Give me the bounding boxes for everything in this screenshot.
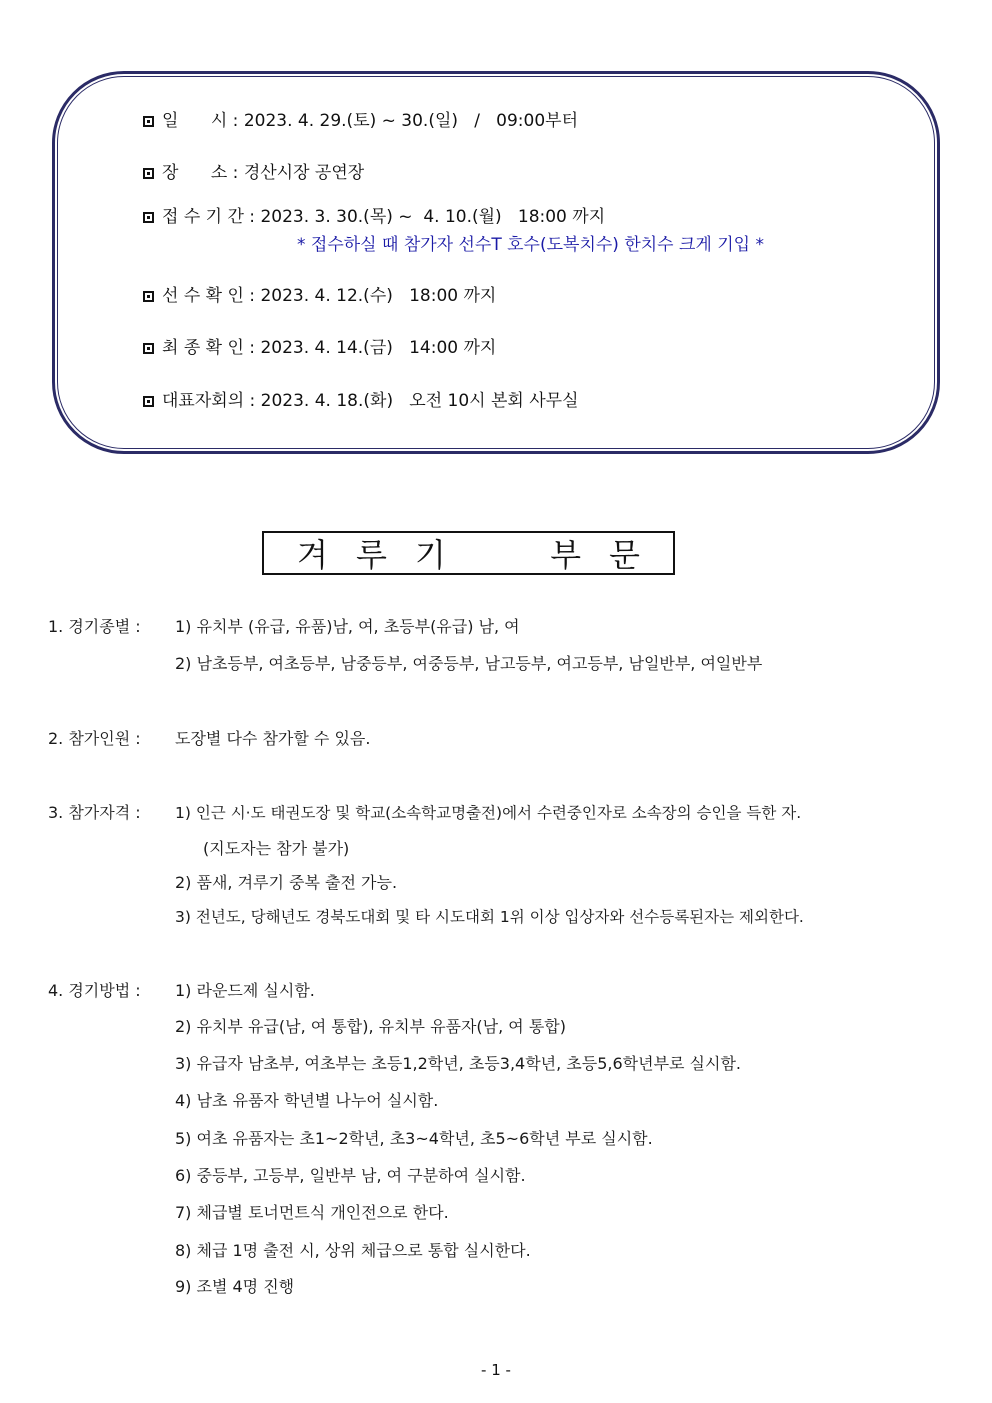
schedule-value: 2023. 3. 30.(목) ~ 4. 10.(월) 18:00 까지 xyxy=(260,207,606,227)
schedule-value: 2023. 4. 29.(토) ~ 30.(일) / 09:00부터 xyxy=(243,111,579,131)
schedule-row-final-check: 최 종 확 인 : 2023. 4. 14.(금) 14:00 까지 xyxy=(143,337,496,359)
square-bullet-icon xyxy=(143,168,154,179)
section-title-box xyxy=(262,531,675,575)
list-item: 2) 남초등부, 여초등부, 남중등부, 여중등부, 남고등부, 여고등부, 남일반부, 여일반부 xyxy=(175,654,763,673)
list-item: 5) 여초 유품자는 초1~2학년, 초3~4학년, 초5~6학년 부로 실시함. xyxy=(175,1129,653,1148)
list-item: 도장별 다수 참가할 수 있음. xyxy=(175,729,371,748)
list-item: 1) 라운드제 실시함. xyxy=(175,981,315,1000)
square-bullet-icon xyxy=(143,343,154,354)
item-label-eligibility: 3. 참가자격 : xyxy=(48,803,141,822)
schedule-value: 2023. 4. 12.(수) 18:00 까지 xyxy=(260,286,497,306)
list-item: 1) 인근 시·도 태권도장 및 학교(소속학교명출전)에서 수련중인자로 소속장의 승인을 득한 자. xyxy=(175,804,802,822)
list-item: 9) 조별 4명 진행 xyxy=(175,1277,295,1296)
schedule-value: 경산시장 공연장 xyxy=(243,163,365,183)
list-item: 2) 유치부 유급(남, 여 통합), 유치부 유품자(남, 여 통합) xyxy=(175,1017,567,1036)
schedule-label: 장 소 xyxy=(162,163,228,183)
schedule-row-date: 일 시 : 2023. 4. 29.(토) ~ 30.(일) / 09:00부터 xyxy=(143,110,578,132)
schedule-value: 2023. 4. 14.(금) 14:00 까지 xyxy=(260,338,497,358)
schedule-row-meeting: 대표자회의 : 2023. 4. 18.(화) 오전 10시 본회 사무실 xyxy=(143,390,579,412)
list-item: 6) 중등부, 고등부, 일반부 남, 여 구분하여 실시함. xyxy=(175,1166,526,1185)
list-item: (지도자는 참가 불가) xyxy=(203,839,350,858)
schedule-row-registration: 접 수 기 간 : 2023. 3. 30.(목) ~ 4. 10.(월) 18:00 까지 xyxy=(143,206,605,228)
list-item: 4) 남초 유품자 학년별 나누어 실시함. xyxy=(175,1091,439,1110)
item-label-method: 4. 경기방법 : xyxy=(48,981,141,1000)
list-item: 1) 유치부 (유급, 유품)남, 여, 초등부(유급) 남, 여 xyxy=(175,617,520,636)
square-bullet-icon xyxy=(143,291,154,302)
square-bullet-icon xyxy=(143,212,154,223)
list-item: 2) 품새, 겨루기 중복 출전 가능. xyxy=(175,873,398,892)
list-item: 8) 체급 1명 출전 시, 상위 체급으로 통합 실시한다. xyxy=(175,1241,531,1260)
schedule-label: 최 종 확 인 xyxy=(162,338,244,358)
item-label-participants: 2. 참가인원 : xyxy=(48,729,141,748)
page-number: - 1 - xyxy=(481,1361,511,1379)
schedule-label: 선 수 확 인 xyxy=(162,286,244,306)
list-item: 3) 유급자 남초부, 여초부는 초등1,2학년, 초등3,4학년, 초등5,6학년부로 실시함. xyxy=(175,1054,742,1073)
schedule-row-athlete-check: 선 수 확 인 : 2023. 4. 12.(수) 18:00 까지 xyxy=(143,285,496,307)
square-bullet-icon xyxy=(143,116,154,127)
section-title: 겨루기 부문 xyxy=(297,536,668,574)
schedule-value: 2023. 4. 18.(화) 오전 10시 본회 사무실 xyxy=(260,391,579,411)
registration-note: * 접수하실 때 참가자 선수T 호수(도복치수) 한치수 크게 기입 * xyxy=(297,235,764,255)
schedule-label: 대표자회의 xyxy=(162,391,245,411)
schedule-label: 접 수 기 간 xyxy=(162,207,244,227)
list-item: 3) 전년도, 당해년도 경북도대회 및 타 시도대회 1위 이상 입상자와 선수등록된자는 제외한다. xyxy=(175,908,804,926)
schedule-label: 일 시 xyxy=(162,111,228,131)
schedule-row-place: 장 소 : 경산시장 공연장 xyxy=(143,162,364,184)
item-label-event-types: 1. 경기종별 : xyxy=(48,617,141,636)
square-bullet-icon xyxy=(143,396,154,407)
list-item: 7) 체급별 토너먼트식 개인전으로 한다. xyxy=(175,1203,449,1222)
